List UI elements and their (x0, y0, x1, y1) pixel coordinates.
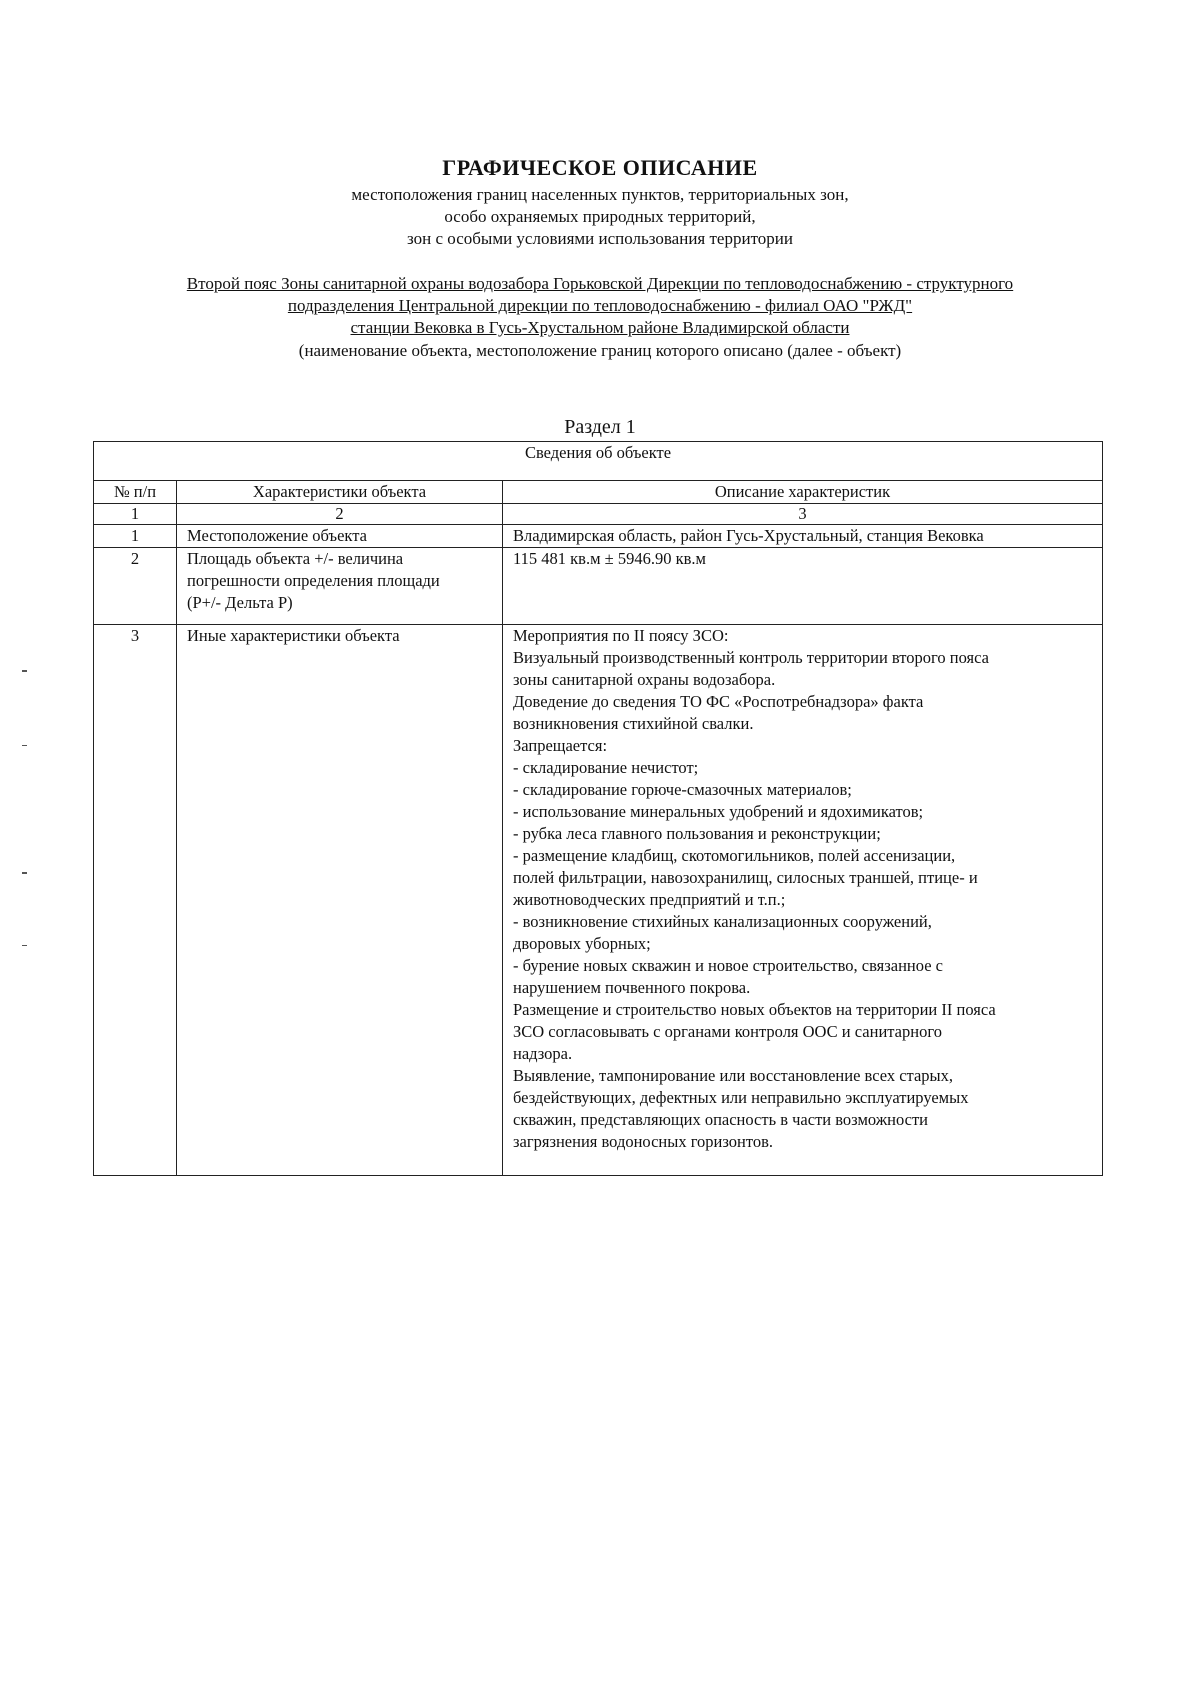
row-characteristic: Местоположение объекта (177, 525, 503, 548)
description-line: скважин, представляющих опасность в части возможности (513, 1110, 928, 1129)
object-name-line: подразделения Центральной дирекции по тепловодоснабжению - филиал ОАО "РЖД" (287, 296, 913, 315)
description-line: - возникновение стихийных канализационных сооружений, (513, 912, 932, 931)
table-row (94, 548, 1103, 625)
object-name-line: станции Вековка в Гусь-Хрустальном районе Владимирской области (350, 318, 850, 337)
description-line: загрязнения водоносных горизонтов. (513, 1132, 774, 1151)
description-line: - складирование горюче-смазочных материалов; (513, 780, 852, 799)
description-line: Запрещается: (513, 736, 608, 755)
section-heading: Раздел 1 (564, 416, 636, 438)
object-name-line: Второй пояс Зоны санитарной охраны водозабора Горьковской Дирекции по тепловодоснабжению - структурного (186, 274, 1014, 293)
subtitle-line: зон с особыми условиями использования территории (407, 229, 793, 248)
description-line: животноводческих предприятий и т.п.; (513, 890, 786, 909)
row-number: 3 (94, 625, 177, 1176)
subtitle-line: особо охраняемых природных территорий, (444, 207, 756, 226)
column-index-row (94, 504, 1103, 525)
description-line: Доведение до сведения ТО ФС «Роспотребнадзора» факта (513, 692, 924, 711)
description-line: - использование минеральных удобрений и ядохимикатов; (513, 802, 924, 821)
row-characteristic: Иные характеристики объекта (177, 625, 503, 1176)
description-line: - бурение новых скважин и новое строительство, связанное с (513, 956, 943, 975)
column-index: 2 (177, 504, 503, 525)
row-number: 1 (94, 525, 177, 548)
description-line: Визуальный производственный контроль территории второго пояса (513, 648, 989, 667)
description-line: полей фильтрации, навозохранилищ, силосных траншей, птице- и (513, 868, 978, 887)
row-description (503, 525, 1103, 548)
table-header-row (94, 481, 1103, 504)
document-title: ГРАФИЧЕСКОЕ ОПИСАНИЕ (442, 155, 758, 180)
description-line: Мероприятия по II поясу ЗСО: (513, 626, 729, 645)
description-line: - складирование нечистот; (513, 758, 699, 777)
table-caption-row (94, 442, 1103, 481)
table-row (94, 625, 1103, 1176)
object-info-table (93, 441, 1103, 1176)
table-row (94, 525, 1103, 548)
scan-margin-mark (22, 945, 27, 946)
description-line: надзора. (513, 1044, 573, 1063)
characteristic-line: (P+/- Дельта P) (187, 593, 293, 612)
row-number: 2 (94, 548, 177, 625)
column-header-characteristic: Характеристики объекта (177, 481, 503, 504)
characteristic-line: Площадь объекта +/- величина (187, 549, 404, 568)
row-description (503, 625, 1103, 1176)
description-line: нарушением почвенного покрова. (513, 978, 751, 997)
description-line: Владимирская область, район Гусь-Хрустальный, станция Вековка (513, 526, 984, 545)
scan-margin-mark (22, 745, 27, 746)
scan-margin-mark (22, 872, 27, 874)
description-line: Размещение и строительство новых объектов на территории II пояса (513, 1000, 996, 1019)
description-line: - размещение кладбищ, скотомогильников, полей ассенизации, (513, 846, 956, 865)
description-line: - рубка леса главного пользования и реконструкции; (513, 824, 881, 843)
column-index: 1 (94, 504, 177, 525)
description-line: возникновения стихийной свалки. (513, 714, 754, 733)
description-line: дворовых уборных; (513, 934, 651, 953)
characteristic-line: погрешности определения площади (187, 571, 440, 590)
description-line: ЗСО согласовывать с органами контроля ООС и санитарного (513, 1022, 942, 1041)
table-caption: Сведения об объекте (94, 442, 1103, 481)
column-index: 3 (503, 504, 1103, 525)
description-line: бездействующих, дефектных или неправильно эксплуатируемых (513, 1088, 969, 1107)
row-description (503, 548, 1103, 625)
object-caption: (наименование объекта, местоположение границ которого описано (далее - объект) (298, 341, 902, 360)
subtitle-line: местоположения границ населенных пунктов, территориальных зон, (351, 185, 849, 204)
description-line: зоны санитарной охраны водозабора. (513, 670, 776, 689)
scan-margin-mark (22, 670, 27, 672)
column-header-description: Описание характеристик (503, 481, 1103, 504)
row-characteristic (177, 548, 503, 625)
column-header-number: № п/п (94, 481, 177, 504)
description-line: Выявление, тампонирование или восстановление всех старых, (513, 1066, 953, 1085)
description-line: 115 481 кв.м ± 5946.90 кв.м (513, 549, 706, 568)
